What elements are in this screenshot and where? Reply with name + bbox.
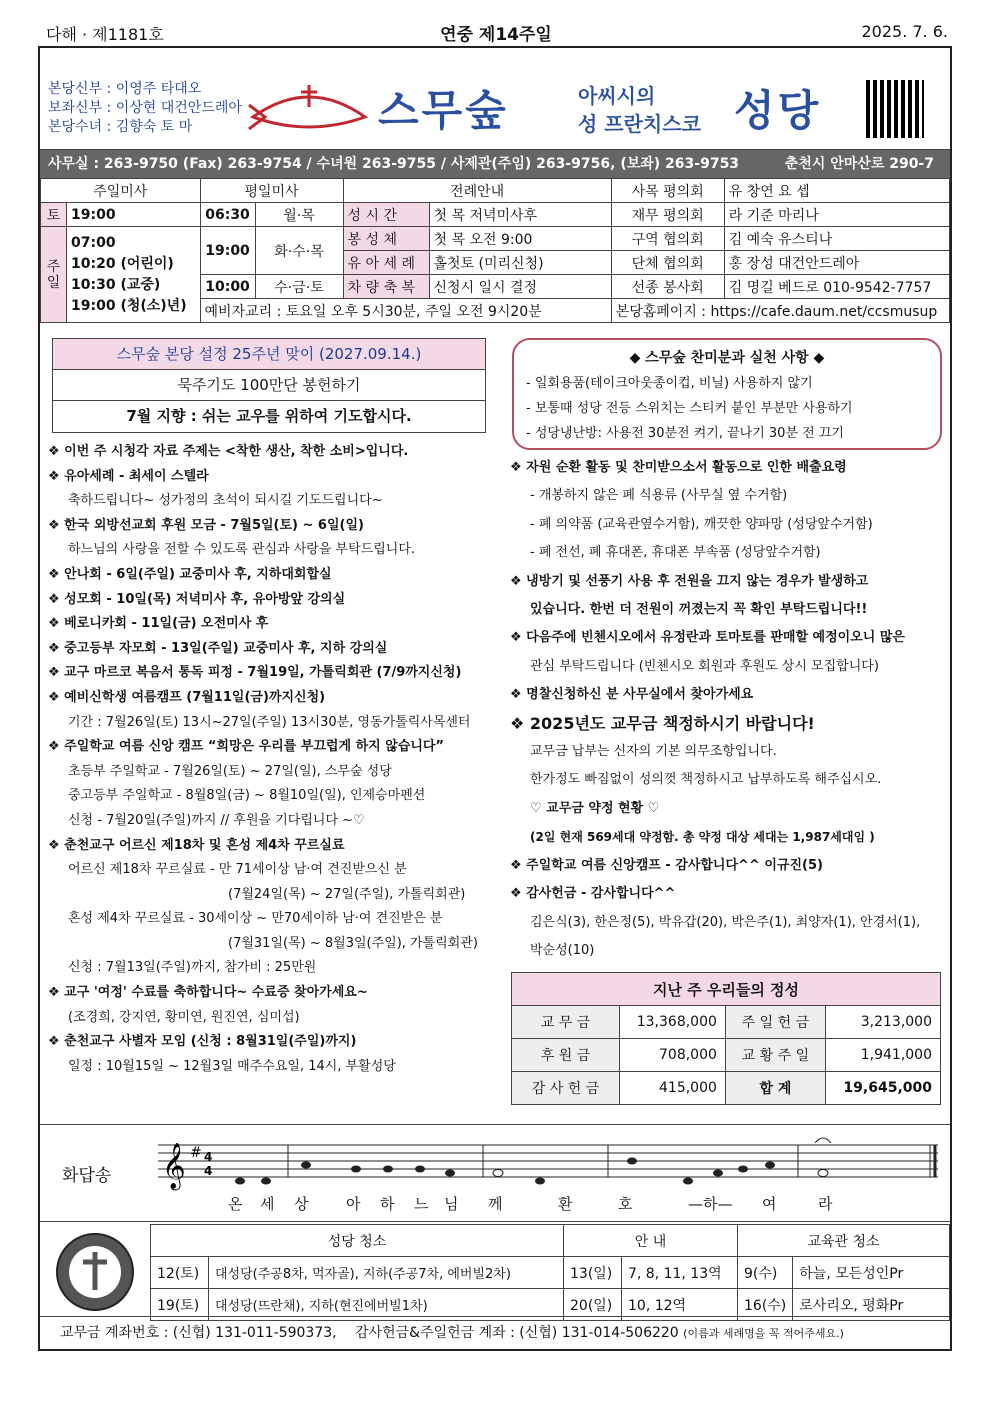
guide-duty: 10, 12역 xyxy=(622,1289,738,1321)
news-detail: 축하드립니다~ 성가정의 초석이 되시길 기도드립니다~ xyxy=(68,493,383,509)
parish-seal-icon xyxy=(48,1230,142,1314)
news-item: ❖ 교구 '여정' 수료를 축하합니다~ 수료증 찾아가세요~ xyxy=(48,985,368,1001)
prep-class: 예비자교리 : 토요일 오후 5시30분, 주일 오전 9시20분 xyxy=(200,299,611,323)
svg-text:#: # xyxy=(190,1145,202,1161)
homepage-link[interactable]: 본당홈페이지 : https://cafe.daum.net/ccsmusup xyxy=(611,299,949,323)
music-staff xyxy=(158,1135,943,1195)
cleaning-duty: 대성당(주공8차, 먹자골), 지하(주공7차, 에버빌2차) xyxy=(209,1257,564,1289)
brand-sub2: 성 프란치스코 xyxy=(578,112,701,136)
news-item: ❖ 냉방기 및 선풍기 사용 후 전원을 끄지 않는 경우가 발생하고 xyxy=(510,573,869,589)
news-item: ❖ 유아세례 - 최세이 스텔라 xyxy=(48,468,209,484)
council-value: 홍 장성 대건안드레아 xyxy=(724,251,949,275)
edu-date: 16(수) xyxy=(738,1289,793,1321)
left-news xyxy=(48,440,498,1079)
contact-bar xyxy=(40,150,950,178)
lyric: 상 xyxy=(294,1195,309,1213)
liturgy-label: 차 량 축 복 xyxy=(343,275,429,299)
sunday-time: 10:20 (어린이) xyxy=(71,255,174,272)
footer-note: (이름과 세례명을 꼭 적어주세요.) xyxy=(683,1327,844,1340)
news-detail: 김은식(3), 한은정(5), 박유갑(20), 박은주(1), 최양자(1), 안경서(1), xyxy=(530,914,921,930)
news-detail: (7월31일(목) ~ 8월3일(주일), 가톨릭회관) xyxy=(228,935,478,951)
right-news xyxy=(510,454,946,965)
news-item: ❖ 중고등부 자모회 - 13일(주일) 교중미사 후, 지하 강의실 xyxy=(48,640,388,656)
offering-amount: 708,000 xyxy=(620,1039,726,1072)
news-detail: 기간 : 7월26일(토) 13시~27일(주일) 13시30분, 영동가톨릭사목센터 xyxy=(68,714,471,730)
eco-item: - 성당냉난방: 사용전 30분전 켜기, 끝나기 30분 전 끄기 xyxy=(526,426,844,441)
svg-text:𝄞: 𝄞 xyxy=(162,1143,186,1189)
brand-tail: 성당 xyxy=(734,86,822,135)
lyric: 께 xyxy=(488,1195,503,1213)
liturgy-value: 첫 목 오전 9:00 xyxy=(429,227,611,251)
edu-date: 9(수) xyxy=(738,1257,793,1289)
news-item: ❖ 예비신학생 여름캠프 (7월11일(금)까지신청) xyxy=(48,689,326,705)
sat-time: 19:00 xyxy=(67,203,201,227)
svg-text:4: 4 xyxy=(204,1150,213,1164)
lyric: 여 xyxy=(762,1195,777,1213)
lyrics xyxy=(158,1193,943,1217)
eco-item: - 일회용품(테이크아웃종이컵, 비닐) 사용하지 않기 xyxy=(526,376,813,391)
news-item: ❖ 한국 외방선교회 후원 모금 - 7월5일(토) ~ 6일(일) xyxy=(48,517,364,533)
news-detail: (조경희, 강지연, 황미연, 원진연, 심미섭) xyxy=(68,1009,300,1025)
guide-header: 안 내 xyxy=(564,1225,738,1257)
psalm-label: 화답송 xyxy=(62,1166,112,1186)
weekday-days: 화·수·목 xyxy=(255,227,343,275)
week-title: 연중 제14주일 xyxy=(440,25,552,45)
offering-label: 감 사 헌 금 xyxy=(512,1072,620,1105)
news-detail: 관심 부탁드립니다 (빈첸시오 회원과 후원도 상시 모집합니다) xyxy=(530,658,879,674)
parish-brand xyxy=(378,76,858,136)
council-label: 선종 봉사회 xyxy=(611,275,724,299)
news-item: ❖ 안나회 - 6일(주일) 교중미사 후, 지하대회합실 xyxy=(48,566,332,582)
liturgy-label: 봉 성 체 xyxy=(343,227,429,251)
sunday-time: 10:30 (교중) xyxy=(71,276,161,293)
clergy-list xyxy=(48,80,242,137)
news-item: ❖ 베로니카회 - 11일(금) 오전미사 후 xyxy=(48,616,269,632)
monthly-intention: 7월 지향 : 쉬는 교우를 위하여 기도합시다. xyxy=(126,407,412,425)
rosary-goal: 묵주기도 100만단 봉헌하기 xyxy=(53,370,485,401)
brand-sub1: 아씨시의 xyxy=(578,84,656,108)
qr-code-icon[interactable] xyxy=(866,80,924,138)
fish-cross-logo xyxy=(245,77,373,137)
dues-account: 교무금 계좌번호 : (신협) 131-011-590373, xyxy=(60,1325,337,1341)
guide-date: 13(일) xyxy=(564,1257,622,1289)
address: 춘천시 안마산로 290-7 xyxy=(784,156,934,172)
psalm-section xyxy=(40,1124,950,1222)
news-detail: 신청 : 7월13일(주일)까지, 참가비 : 25만원 xyxy=(68,960,317,976)
cleaning-duty: 대성당(뜨란채), 지하(현진에버빌1차) xyxy=(209,1289,564,1321)
council-label: 재무 평의회 xyxy=(611,203,724,227)
clergy-item: 본당수녀 : 김향숙 토 마 xyxy=(48,119,193,135)
col-sunday-mass: 주일미사 xyxy=(41,179,201,203)
sunday-label: 주일 xyxy=(41,227,67,323)
guide-duty: 7, 8, 11, 13역 xyxy=(622,1257,738,1289)
lyric: 환 xyxy=(558,1195,573,1213)
offering-amount: 415,000 xyxy=(620,1072,726,1105)
cleaning-header: 성당 청소 xyxy=(151,1225,564,1257)
news-item: ❖ 다음주에 빈첸시오에서 유정란과 토마토를 판매할 예정이오니 많은 xyxy=(510,630,905,646)
phone-numbers: 사무실 : 263-9750 (Fax) 263-9754 / 수녀원 263-9755 / 사제관(주임) 263-9756, (보좌) 263-9753 xyxy=(48,156,740,172)
news-detail: (2일 현재 569세대 약정함. 총 약정 대상 세대는 1,987세대임 ) xyxy=(530,830,875,845)
offering-amount: 3,213,000 xyxy=(825,1006,940,1039)
news-detail: ♡ 교무금 약정 현황 ♡ xyxy=(530,800,660,816)
news-detail: - 개봉하지 않은 폐 식용류 (사무실 옆 수거함) xyxy=(530,488,788,504)
eco-practice-box xyxy=(512,338,942,450)
news-detail: 박순성(10) xyxy=(530,942,595,958)
weekday-days: 월·목 xyxy=(255,203,343,227)
weekday-days: 수·금·토 xyxy=(255,275,343,299)
offering-total-label: 합 계 xyxy=(725,1072,825,1105)
top-line xyxy=(40,20,952,46)
offering-account: 감사헌금&주일헌금 계좌 : (신협) 131-014-506220 xyxy=(355,1325,679,1341)
liturgy-label: 성 시 간 xyxy=(343,203,429,227)
council-value: 김 예숙 유스티나 xyxy=(724,227,949,251)
lyric: 호 xyxy=(618,1195,633,1213)
council-value: 라 기준 마리나 xyxy=(724,203,949,227)
edu-cleaning-header: 교육관 청소 xyxy=(738,1225,950,1257)
col-liturgy: 전례안내 xyxy=(343,179,611,203)
offering-amount: 13,368,000 xyxy=(620,1006,726,1039)
news-item: ❖ 주일학교 여름 신앙 캠프 “희망은 우리를 부끄럽게 하지 않습니다” xyxy=(48,739,444,755)
cleaning-table xyxy=(150,1224,950,1321)
news-item: ❖ 춘천교구 어르신 제18차 및 혼성 제4차 꾸르실료 xyxy=(48,837,345,853)
offering-table xyxy=(511,972,941,1105)
cleaning-date: 12(토) xyxy=(151,1257,209,1289)
lyric: 세 xyxy=(260,1195,275,1213)
news-item: ❖ 교구 마르코 복음서 통독 피정 - 7월19일, 가톨릭회관 (7/9까지신청) xyxy=(48,665,462,681)
offering-total: 19,645,000 xyxy=(825,1072,940,1105)
weekday-time: 19:00 xyxy=(200,227,255,275)
clergy-item: 보좌신부 : 이상현 대건안드레아 xyxy=(48,100,242,116)
eco-title: ◆ 스무숲 찬미분과 실천 사항 ◆ xyxy=(629,350,825,366)
news-detail: 한가정도 빠짐없이 성의껏 책정하시고 납부하도록 해주십시오. xyxy=(530,772,882,788)
news-detail: 있습니다. 한번 더 전원이 꺼졌는지 꼭 확인 부탁드립니다!! xyxy=(530,602,868,618)
sunday-times xyxy=(67,227,201,323)
clergy-item: 본당신부 : 이영주 타대오 xyxy=(48,81,202,97)
news-detail: (7월24일(목) ~ 27일(주일), 가톨릭회관) xyxy=(228,886,466,902)
guide-date: 20(일) xyxy=(564,1289,622,1321)
news-detail: 신청 - 7월20일(주일)까지 // 후원을 기다립니다 ~♡ xyxy=(68,812,365,828)
lyric: 하 xyxy=(380,1195,395,1213)
council-label: 단체 협의회 xyxy=(611,251,724,275)
offering-label: 후 원 금 xyxy=(512,1039,620,1072)
news-item: ❖ 명찰신청하신 분 사무실에서 찾아가세요 xyxy=(510,687,754,703)
council-label: 사목 평의회 xyxy=(611,179,724,203)
news-detail: 하느님의 사랑을 전할 수 있도록 관심과 사랑을 부탁드립니다. xyxy=(68,542,416,558)
news-detail: 혼성 제4차 꾸르실료 - 30세이상 ~ 만70세이하 남·여 견진받은 분 xyxy=(68,911,443,927)
offering-label: 교 황 주 일 xyxy=(725,1039,825,1072)
anniversary-box xyxy=(52,338,486,433)
issue-date: 2025. 7. 6. xyxy=(861,22,948,41)
sunday-time: 19:00 (청(소)년) xyxy=(71,297,187,314)
offering-title: 지난 주 우리들의 정성 xyxy=(512,973,941,1006)
offering-label: 주 일 헌 금 xyxy=(725,1006,825,1039)
news-item: ❖ 춘천교구 사별자 모임 (신청 : 8월31일(주일)까지) xyxy=(48,1034,357,1050)
council-value: 김 명길 베드로 010-9542-7757 xyxy=(724,275,949,299)
news-detail: - 폐 전선, 폐 휴대폰, 휴대폰 부속품 (성당앞수거함) xyxy=(530,545,821,561)
news-detail: 중고등부 주일학교 - 8월8일(금) ~ 8월10일(일), 인제승마펜션 xyxy=(68,788,426,804)
news-detail: 교무금 납부는 신자의 기본 의무조항입니다. xyxy=(530,744,777,760)
news-item: ❖ 자원 순환 활동 및 찬미받으소서 활동으로 인한 배출요령 xyxy=(510,460,847,475)
edu-duty: 하늘, 모든성인Pr xyxy=(793,1257,950,1289)
sat-label: 토 xyxy=(41,203,67,227)
liturgy-value: 홀첫토 (미리신청) xyxy=(429,251,611,275)
liturgy-value: 신청시 일시 결정 xyxy=(429,275,611,299)
svg-text:4: 4 xyxy=(204,1164,213,1178)
offering-label: 교 무 금 xyxy=(512,1006,620,1039)
news-item: ❖ 주일학교 여름 신앙캠프 - 감사합니다^^ 이규진(5) xyxy=(510,857,823,873)
sunday-time: 07:00 xyxy=(71,234,116,251)
news-detail: 어르신 제18차 꾸르실료 - 만 71세이상 남·여 견진받으신 분 xyxy=(68,862,407,878)
council-value: 유 창연 요 셉 xyxy=(724,179,949,203)
liturgy-value: 첫 목 저녁미사후 xyxy=(429,203,611,227)
news-item: ❖ 이번 주 시청각 자료 주제는 <착한 생산, 착한 소비>입니다. xyxy=(48,444,409,459)
news-item: ❖ 2025년도 교무금 책정하시기 바랍니다! xyxy=(510,713,815,733)
news-detail: - 폐 의약품 (교육관옆수거함), 깨끗한 양파망 (성당앞수거함) xyxy=(530,516,873,532)
brand-main: 스무숲 xyxy=(378,86,509,135)
news-detail: 초등부 주일학교 - 7월26일(토) ~ 27일(일), 스무숲 성당 xyxy=(68,763,392,779)
lyric: 느 xyxy=(414,1195,429,1213)
weekday-time: 10:00 xyxy=(200,275,255,299)
schedule-table xyxy=(40,178,950,323)
anniversary-title: 스무숲 본당 설정 25주년 맞이 (2027.09.14.) xyxy=(53,339,485,370)
offering-amount: 1,941,000 xyxy=(825,1039,940,1072)
lyric: 아 xyxy=(346,1195,361,1213)
lyric: 라 xyxy=(818,1195,833,1213)
issue-number: 다해 · 제1181호 xyxy=(46,25,164,44)
cleaning-date: 19(토) xyxy=(151,1289,209,1321)
news-item: ❖ 성모회 - 10일(목) 저녁미사 후, 유아방앞 강의실 xyxy=(48,591,346,607)
news-item: ❖ 감사헌금 - 감사합니다^^ xyxy=(510,886,676,902)
news-detail: 일정 : 10월15일 ~ 12월3일 매주수요일, 14시, 부활성당 xyxy=(68,1058,396,1074)
lyric: 님 xyxy=(444,1195,459,1213)
edu-duty: 로사리오, 평화Pr xyxy=(793,1289,950,1321)
liturgy-label: 유 아 세 례 xyxy=(343,251,429,275)
lyric: —하— xyxy=(688,1195,733,1213)
weekday-time: 06:30 xyxy=(200,203,255,227)
footer xyxy=(40,1316,950,1349)
council-label: 구역 협의회 xyxy=(611,227,724,251)
eco-item: - 보통때 성당 전등 스위치는 스티커 붙인 부분만 사용하기 xyxy=(526,401,853,416)
col-weekday-mass: 평일미사 xyxy=(200,179,343,203)
lyric: 온 xyxy=(228,1195,243,1213)
